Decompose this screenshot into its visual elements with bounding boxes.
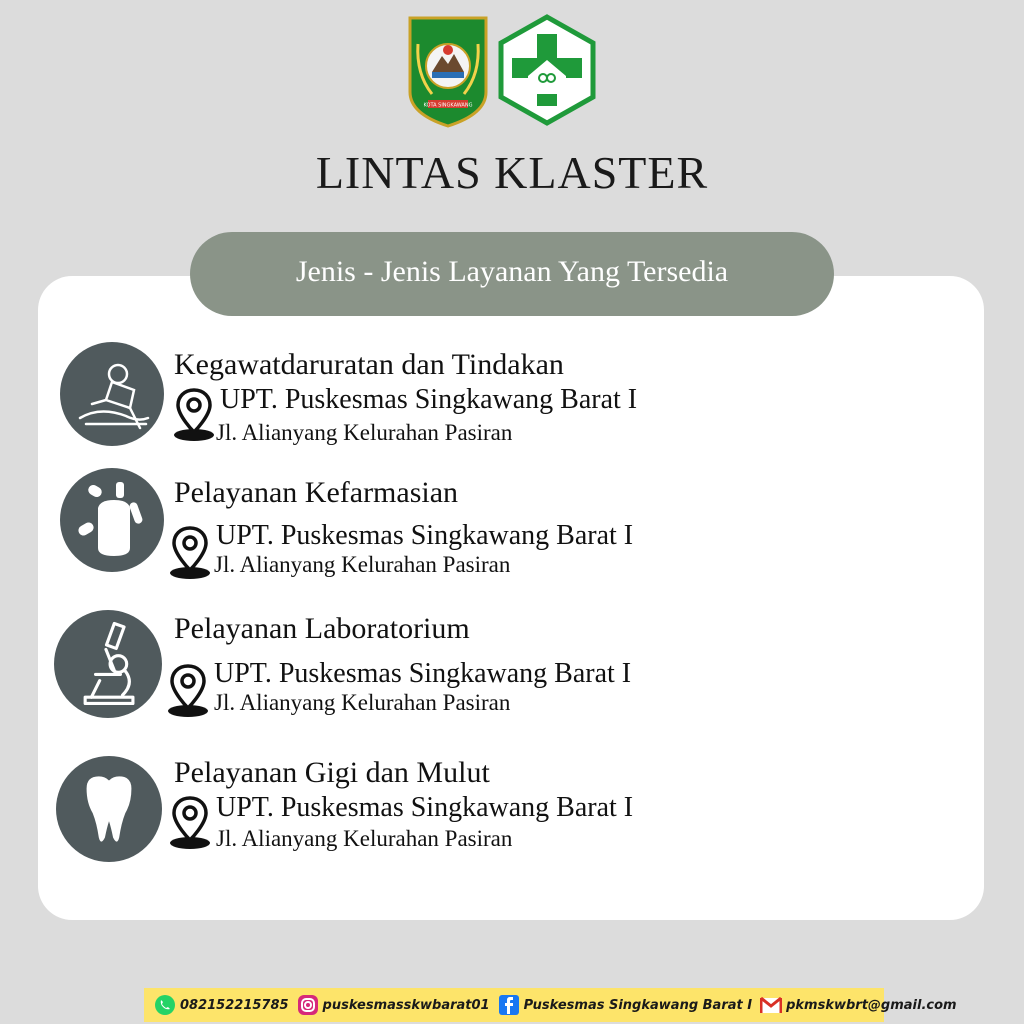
facebook-page[interactable]: Puskesmas Singkawang Barat I (523, 997, 753, 1013)
pharmacy-icon (60, 468, 164, 572)
location-pin-icon (168, 524, 214, 580)
surgeon-icon (60, 342, 164, 446)
location-pin-icon (166, 662, 212, 718)
service-name: Pelayanan Kefarmasian (174, 476, 459, 509)
whatsapp-number[interactable]: 082152215785 (180, 997, 289, 1013)
service-name: Kegawatdaruratan dan Tindakan (174, 348, 564, 381)
whatsapp-icon (154, 994, 176, 1016)
section-subtitle: Jenis - Jenis Layanan Yang Tersedia (295, 255, 729, 288)
location-pin-icon (168, 794, 214, 850)
contact-footer (144, 988, 957, 1022)
service-place: UPT. Puskesmas Singkawang Barat I (216, 792, 634, 823)
service-address: Jl. Alianyang Kelurahan Pasiran (216, 420, 513, 445)
service-name: Pelayanan Gigi dan Mulut (174, 756, 490, 789)
tooth-icon (56, 756, 162, 862)
instagram-icon (297, 994, 319, 1016)
service-address: Jl. Alianyang Kelurahan Pasiran (214, 690, 511, 715)
service-place: UPT. Puskesmas Singkawang Barat I (216, 520, 634, 551)
logo-bar (0, 14, 1024, 130)
gmail-icon (760, 994, 782, 1016)
email-address[interactable]: pkmskwbrt@gmail.com (786, 997, 957, 1013)
service-name: Pelayanan Laboratorium (174, 612, 470, 645)
page-title: LINTAS KLASTER (315, 147, 709, 198)
section-subtitle-banner (190, 232, 834, 316)
service-address: Jl. Alianyang Kelurahan Pasiran (216, 826, 513, 851)
location-pin-icon (172, 386, 218, 442)
instagram-handle[interactable]: puskesmasskwbarat01 (322, 997, 490, 1013)
microscope-icon (54, 610, 162, 718)
puskesmas-logo (498, 14, 596, 126)
service-place: UPT. Puskesmas Singkawang Barat I (220, 384, 638, 415)
svg-text:KOTA SINGKAWANG: KOTA SINGKAWANG (423, 102, 473, 109)
service-address: Jl. Alianyang Kelurahan Pasiran (214, 552, 511, 577)
service-place: UPT. Puskesmas Singkawang Barat I (214, 658, 632, 689)
city-emblem-logo (406, 14, 490, 128)
facebook-icon (498, 994, 520, 1016)
